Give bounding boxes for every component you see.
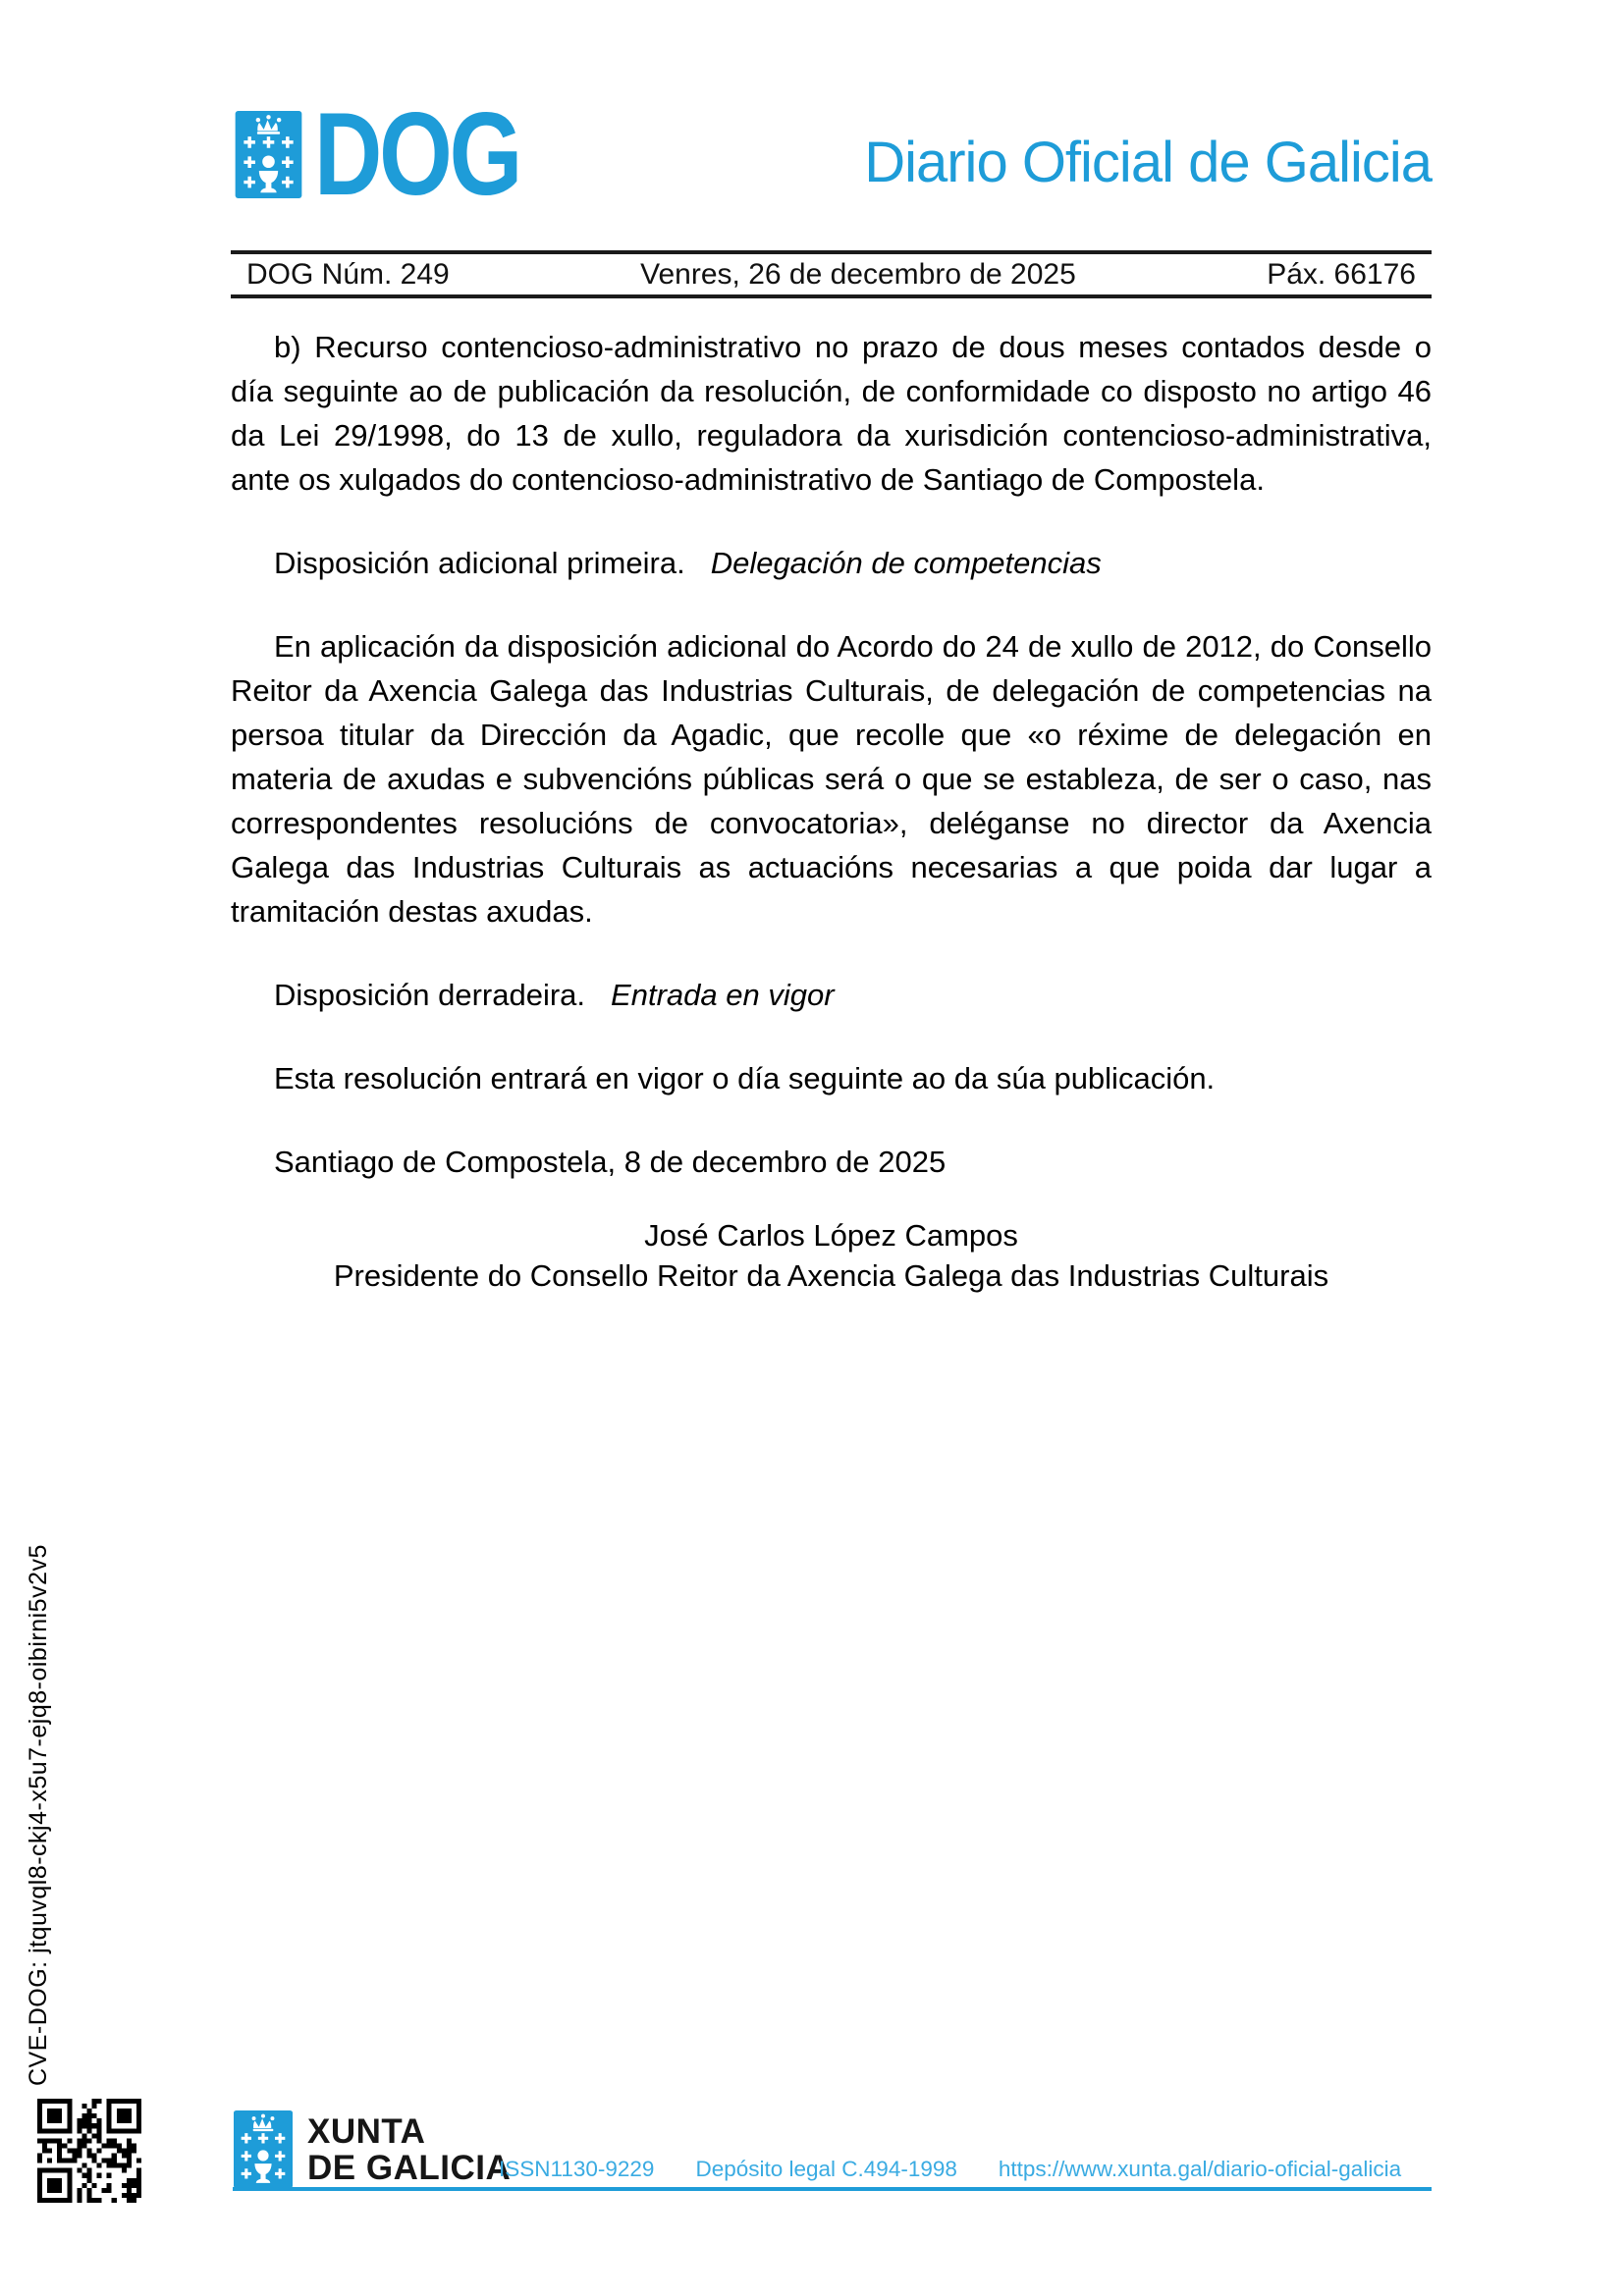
page-number: Páx. 66176	[1267, 257, 1416, 291]
journal-title: Diario Oficial de Galicia	[864, 131, 1432, 194]
galician-crest-icon	[233, 111, 304, 198]
xunta-de-galicia-logo	[307, 2113, 511, 2186]
place-date-line: Santiago de Compostela, 8 de decembro de 2025	[274, 1145, 947, 1179]
heading-title-italic: Delegación de competencias	[710, 546, 1102, 580]
xunta-line2: DE GALICIA	[307, 2149, 512, 2187]
galician-crest-icon	[233, 2110, 294, 2188]
qr-code	[37, 2099, 141, 2203]
paragraph-delegacion: En aplicación da disposición adicional do Acordo do 24 de xullo de 2012, do Consello Reitor da Axencia Galega das Industrias Culturais, de delegación de competencias na persoa titular da Dirección da Agadic, que recolle que «o réxime de delegación en materia de axudas e subvencións públicas será o que se estableza, de ser o caso, nas correspondentes resolucións de convocatoria», deléganse no director da Axencia Galega das Industrias Culturais as actuacións necesarias a que poida dar lugar a tramitación destas axudas.	[231, 629, 1432, 929]
signature-name: José Carlos López Campos	[644, 1218, 1018, 1253]
dog-logo	[233, 88, 570, 220]
dog-wordmark: DOG	[314, 88, 520, 220]
paragraph-vigor: Esta resolución entrará en vigor o día seguinte ao da súa publicación.	[274, 1061, 1216, 1095]
signature-block	[231, 1215, 1432, 1296]
footer-divider	[233, 2187, 1432, 2191]
deposito-legal-label: Depósito legal C.494-1998	[695, 2157, 957, 2181]
dog-url-link[interactable]: https://www.xunta.gal/diario-oficial-galicia	[998, 2157, 1402, 2181]
heading-title-italic: Entrada en vigor	[611, 978, 835, 1012]
heading-disposicion-derradeira	[231, 973, 1432, 1017]
document-body	[231, 325, 1432, 1296]
cve-code-vertical: CVE-DOG: jtquvql8-ckj4-x5u7-ejq8-oibirni5v2v5	[25, 1544, 52, 2086]
heading-disposicion-adicional	[231, 541, 1432, 585]
signature-role: Presidente do Consello Reitor da Axencia Galega das Industrias Culturais	[333, 1258, 1329, 1293]
paragraph-recurso: b) Recurso contencioso-administrativo no prazo de dous meses contados desde o día seguinte ao de publicación da resolución, de conformidade co disposto no artigo 46 da Lei 29/1998, do 13 de xullo, reguladora da xurisdición contencioso-administrativa, ante os xulgados do contencioso-administrativo de Santiago de Compostela.	[231, 330, 1432, 497]
heading-label: Disposición derradeira.	[274, 978, 586, 1012]
xunta-line1: XUNTA	[307, 2112, 426, 2151]
issn-label: ISSN1130-9229	[499, 2157, 655, 2181]
heading-label: Disposición adicional primeira.	[274, 546, 685, 580]
footer-meta	[499, 2157, 1432, 2182]
issue-date: Venres, 26 de decembro de 2025	[640, 257, 1076, 291]
header-bar	[231, 250, 1432, 298]
dog-number: DOG Núm. 249	[246, 257, 450, 291]
